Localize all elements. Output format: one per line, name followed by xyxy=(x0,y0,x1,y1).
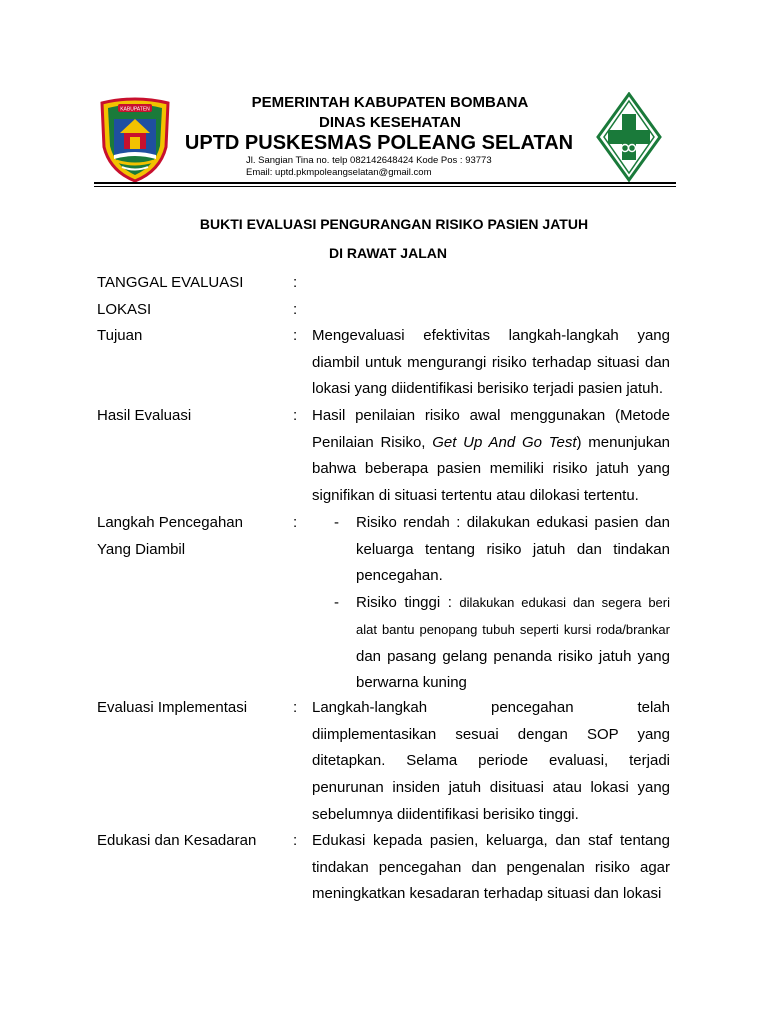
letterhead-institution: UPTD PUSKESMAS POLEANG SELATAN xyxy=(184,132,574,154)
letterhead-rule-thick xyxy=(94,182,676,184)
list-dash: - xyxy=(334,514,339,531)
field-value-hasil xyxy=(312,403,670,510)
list-dash: - xyxy=(334,594,339,612)
svg-text:KABUPATEN: KABUPATEN xyxy=(120,106,150,113)
document-title: BUKTI EVALUASI PENGURANGAN RISIKO PASIEN JATUH xyxy=(199,216,589,232)
hasil-text-start: Hasil penilaian risiko awal menggunakan (Metode Penilaian Risiko, xyxy=(312,407,670,451)
field-label-evaluasi: Evaluasi Implementasi xyxy=(97,699,248,716)
langkah-list xyxy=(334,510,670,697)
field-label-langkah-line1: Langkah Pencegahan xyxy=(97,514,243,531)
field-label-edukasi: Edukasi dan Kesadaran xyxy=(97,832,257,849)
letterhead-government: PEMERINTAH KABUPATEN BOMBANA xyxy=(251,94,529,111)
list-item xyxy=(334,590,670,697)
field-label-tujuan: Tujuan xyxy=(97,327,143,344)
field-value-evaluasi: Langkah-langkah pencegahan telah diimplementasikan sesuai dengan SOP yang ditetapkan. Selama periode evaluasi, terjadi penurunan insiden jatuh disituasi atau lokasi yang sebelumnya diidentifikasi berisiko tinggi. xyxy=(312,699,670,823)
list-item-text-end: dan pasang gelang penanda risiko jatuh yang berwarna kuning xyxy=(356,647,670,692)
field-label-tanggal: TANGGAL EVALUASI xyxy=(97,274,244,291)
letterhead-address: Jl. Sangian Tina no. telp 082142648424 Kode Pos : 93773 xyxy=(246,155,492,166)
field-label-lokasi: LOKASI xyxy=(97,301,152,318)
document-subtitle: DI RAWAT JALAN xyxy=(329,245,447,261)
field-colon: : xyxy=(293,301,298,318)
field-colon: : xyxy=(293,274,298,291)
list-item-text-mid: dilakukan edukasi dan segera beri alat bantu penopang tubuh seperti kursi roda/brankar xyxy=(356,595,670,637)
bombana-regency-emblem-icon xyxy=(94,95,176,183)
hasil-method-name: Get Up And Go Test xyxy=(432,433,577,451)
letterhead-rule-thin xyxy=(94,186,676,187)
field-label-langkah-line2: Yang Diambil xyxy=(97,541,186,558)
field-colon: : xyxy=(293,407,298,424)
field-colon: : xyxy=(293,832,298,849)
letterhead-email: Email: uptd.pkmpoleangselatan@gmail.com xyxy=(246,167,432,178)
field-colon: : xyxy=(293,327,298,344)
list-item xyxy=(334,510,670,590)
field-value-tujuan: Mengevaluasi efektivitas langkah-langkah yang diambil untuk mengurangi risiko terhadap situasi dan lokasi yang diidentifikasi berisiko terjadi pasien jatuh. xyxy=(312,327,670,398)
list-item-text-lead: Risiko tinggi : xyxy=(356,594,460,612)
hasil-text-end: ) menunjukan bahwa beberapa pasien memiliki risiko jatuh yang signifikan di situasi tertentu atau dilokasi tertentu. xyxy=(312,433,671,505)
field-colon: : xyxy=(293,699,298,716)
list-item-text: Risiko rendah : dilakukan edukasi pasien dan keluarga tentang risiko jatuh dan tindakan pencegahan. xyxy=(356,514,670,585)
field-value-edukasi: Edukasi kepada pasien, keluarga, dan staf tentang tindakan pencegahan dan pengenalan risiko agar meningkatkan kesadaran terhadap situasi dan lokasi xyxy=(312,832,670,903)
puskesmas-cross-emblem-icon xyxy=(596,92,662,182)
field-colon: : xyxy=(293,514,298,531)
letterhead-department: DINAS KESEHATAN xyxy=(319,114,461,131)
field-label-hasil: Hasil Evaluasi xyxy=(97,407,192,424)
